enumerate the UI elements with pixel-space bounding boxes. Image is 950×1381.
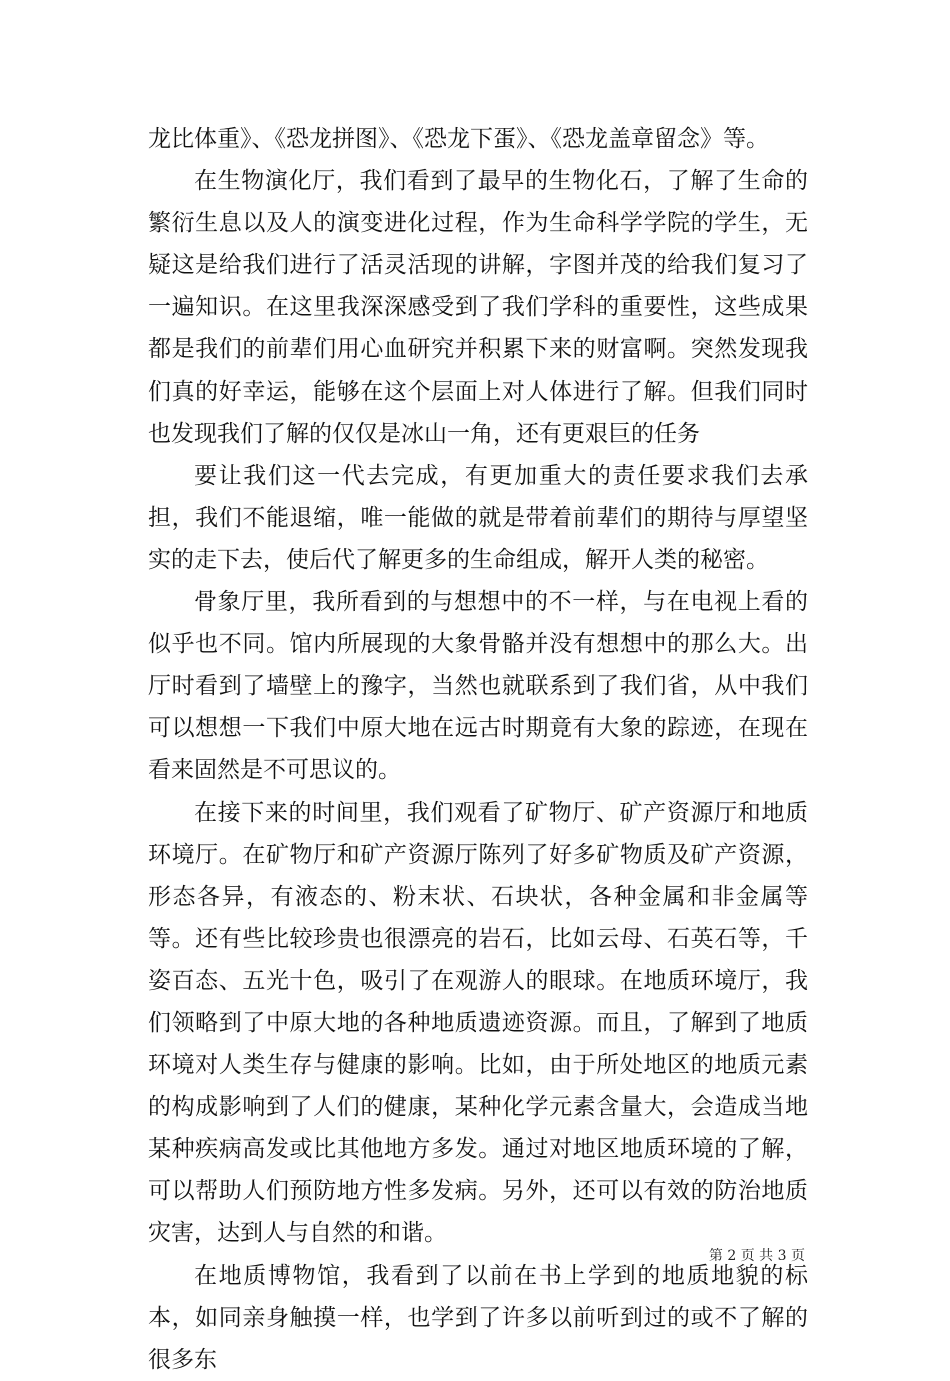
paragraph-2: 在生物演化厅，我们看到了最早的生物化石，了解了生命的繁衍生息以及人的演变进化过程，作为生命科学学院的学生，无疑这是给我们进行了活灵活现的讲解，字图并茂的给我们复习了一遍知识。在这里我深深感受到了我们学科的重要性，这些成果都是我们的前辈们用心血研究并积累下来的财富啊。突然发现我们真的好幸运，能够在这个层面上对人体进行了解。但我们同时也发现我们了解的仅仅是冰山一角，还有更艰巨的任务	[148, 168, 808, 447]
paragraph-3: 要让我们这一代去完成，有更加重大的责任要求我们去承担，我们不能退缩，唯一能做的就是带着前辈们的期待与厚望坚实的走下去，使后代了解更多的生命组成，解开人类的秘密。	[148, 462, 808, 573]
document-body	[148, 118, 808, 1381]
paragraph-5: 在接下来的时间里，我们观看了矿物厅、矿产资源厅和地质环境厅。在矿物厅和矿产资源厅陈列了好多矿物质及矿产资源，形态各异，有液态的、粉末状、石块状，各种金属和非金属等等。还有些比较珍贵也很漂亮的岩石，比如云母、石英石等，千姿百态、五光十色，吸引了在观游人的眼球。在地质环境厅，我们领略到了中原大地的各种地质遗迹资源。而且，了解到了地质环境对人类生存与健康的影响。比如，由于所处地区的地质元素的构成影响到了人们的健康，某种化学元素含量大，会造成当地某种疾病高发或比其他地方多发。通过对地区地质环境的了解，可以帮助人们预防地方性多发病。另外，还可以有效的防治地质灾害，达到人与自然的和谐。	[148, 799, 808, 1247]
paragraph-1: 龙比体重》、《恐龙拼图》、《恐龙下蛋》、《恐龙盖章留念》等。	[148, 126, 769, 152]
paragraph-6: 在地质博物馆，我看到了以前在书上学到的地质地貌的标本，如同亲身触摸一样，也学到了许多以前听到过的或不了解的很多东	[148, 1262, 808, 1373]
page-number-footer: 第 2 页 共 3 页	[708, 1248, 805, 1264]
paragraph-4: 骨象厅里，我所看到的与想想中的不一样，与在电视上看的似乎也不同。馆内所展现的大象骨骼并没有想想中的那么大。出厅时看到了墙壁上的豫字，当然也就联系到了我们省，从中我们可以想想一下我们中原大地在远古时期竟有大象的踪迹，在现在看来固然是不可思议的。	[148, 589, 808, 784]
